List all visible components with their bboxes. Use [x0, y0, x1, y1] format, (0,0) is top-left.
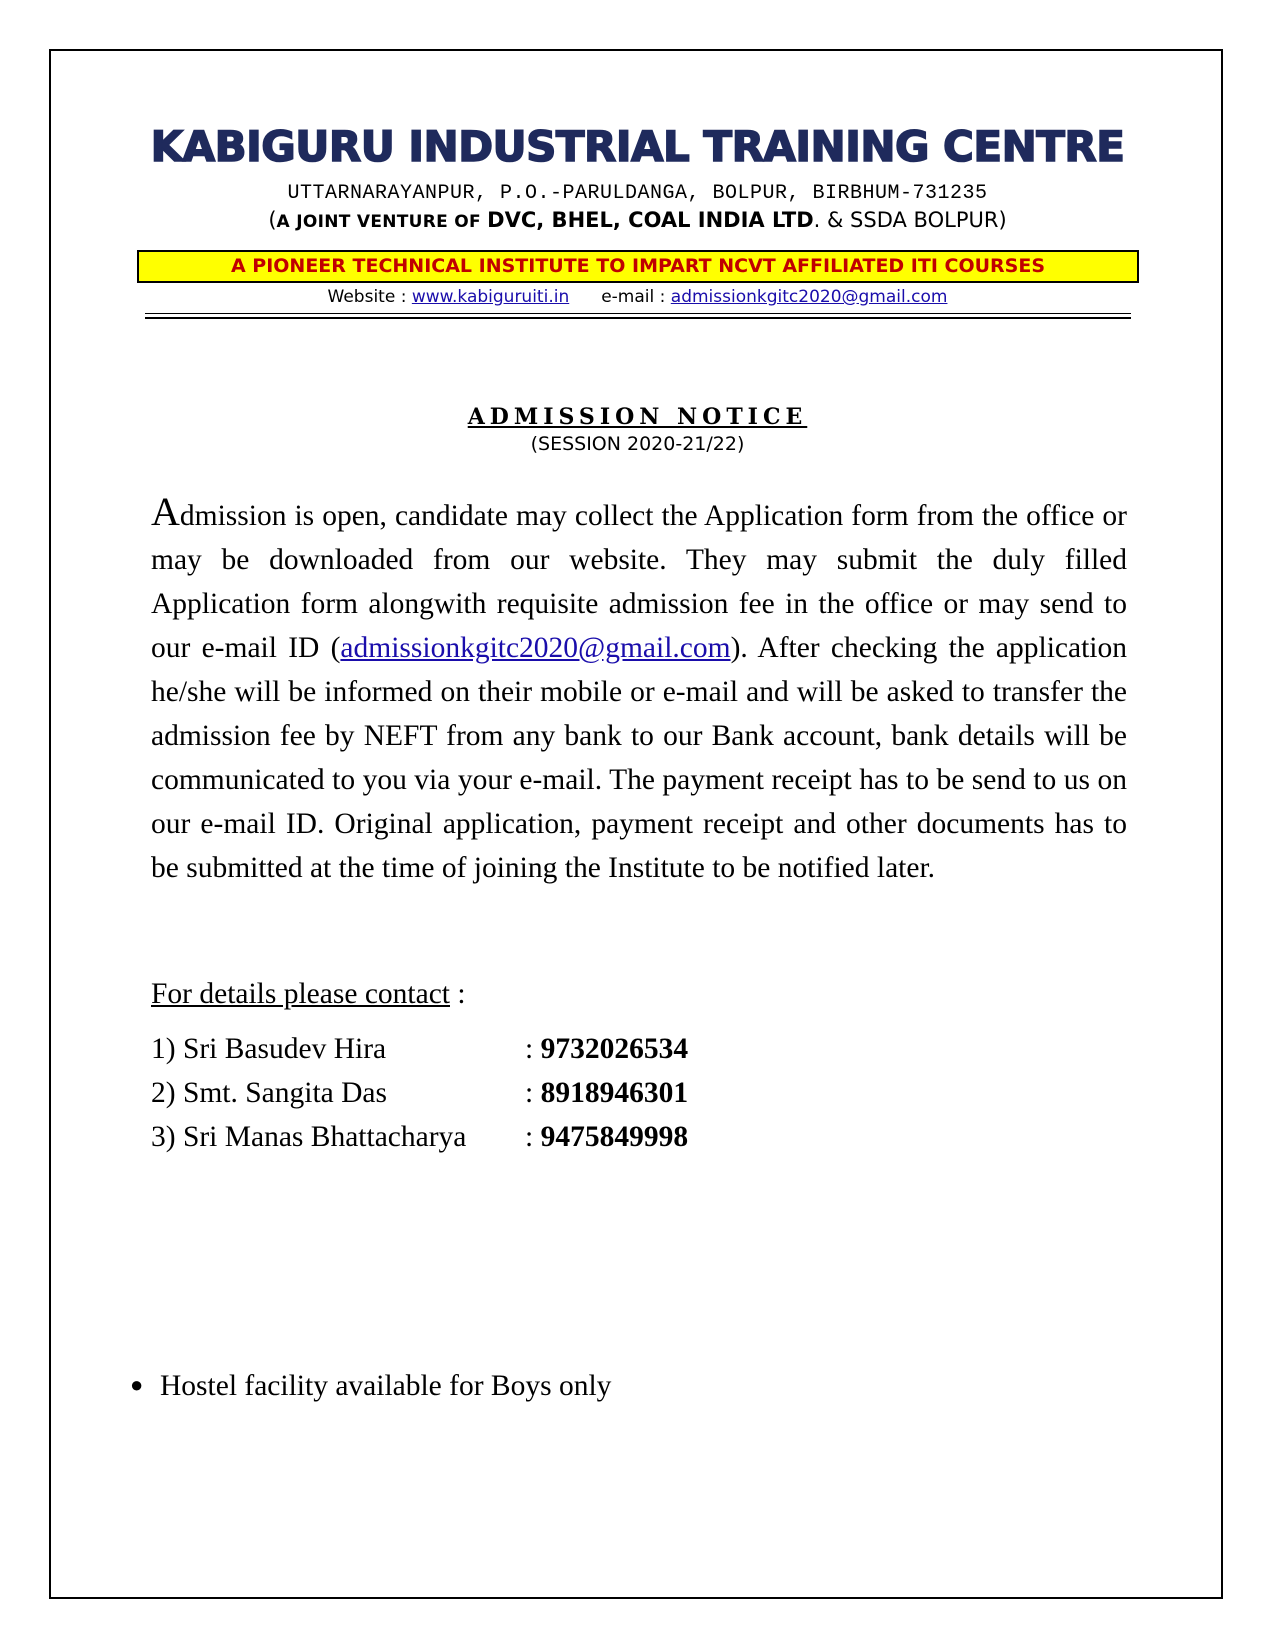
- dropcap: A: [151, 489, 180, 534]
- website-link[interactable]: www.kabiguruiti.in: [411, 287, 570, 307]
- body-email-link[interactable]: admissionkgitc2020@gmail.com: [340, 632, 731, 664]
- hostel-note-text: Hostel facility available for Boys only: [160, 1370, 612, 1402]
- contact-num: 1): [151, 1033, 176, 1065]
- jv-open: (: [268, 208, 277, 232]
- notice-session: (SESSION 2020-21/22): [530, 433, 745, 455]
- jv-partners: DVC, BHEL, COAL INDIA LTD: [487, 208, 814, 232]
- body-part-1: dmission is open, candidate may collect the Application form from the office or may be downloaded from our website. They may submit the duly filled Application form alongwith requisite admission fee in the office or may send to our e-mail ID (: [151, 500, 1127, 664]
- jv-close: ): [998, 208, 1007, 232]
- contact-name: Sri Basudev Hira: [182, 1033, 387, 1065]
- contact-person-1: [151, 1032, 386, 1066]
- header-divider-thick: [145, 317, 1131, 319]
- jv-suffix: . & SSDA BOLPUR: [813, 208, 999, 232]
- contact-phone-row-2: [525, 1076, 688, 1110]
- contact-heading: [151, 978, 466, 1011]
- contact-heading-suffix: :: [450, 978, 466, 1010]
- joint-venture-line: [60, 208, 1215, 232]
- notice-title: ADMISSION NOTICE: [467, 404, 808, 430]
- email-label: e-mail :: [601, 287, 671, 307]
- contact-phone-row-1: [525, 1032, 688, 1066]
- contact-phone-row-3: [525, 1120, 688, 1154]
- header-divider-thin: [145, 313, 1131, 314]
- contact-separator: :: [525, 1077, 541, 1109]
- contact-separator: :: [525, 1121, 541, 1153]
- bullet-icon: ●: [130, 1372, 144, 1397]
- website-label: Website :: [327, 287, 412, 307]
- contact-separator: :: [525, 1033, 541, 1065]
- body-part-2: ). After checking the application he/she will be informed on their mobile or e-mail and will be asked to transfer the admission fee by NEFT from any bank to our Bank account, bank details will be communicated to you via your e-mail. The payment receipt has to be send to us on our e-mail ID. Original application, payment receipt and other documents has to be submitted at the time of joining the Institute to be notified later.: [151, 632, 1127, 884]
- contact-phone: 8918946301: [540, 1077, 689, 1109]
- hostel-note: [130, 1370, 611, 1403]
- contact-num: 3): [151, 1121, 176, 1153]
- contact-phone: 9732026534: [540, 1033, 689, 1065]
- notice-body: [151, 490, 1127, 890]
- contact-person-2: [151, 1076, 387, 1110]
- org-address: UTTARNARAYANPUR, P.O.-PARULDANGA, BOLPUR, BIRBHUM-731235: [287, 182, 988, 205]
- contact-person-3: [151, 1120, 466, 1154]
- contact-heading-text: For details please contact: [151, 978, 450, 1010]
- contact-num: 2): [151, 1077, 176, 1109]
- web-contact-line: [60, 287, 1215, 307]
- contact-name: Smt. Sangita Das: [182, 1077, 387, 1109]
- tagline-banner: A PIONEER TECHNICAL INSTITUTE TO IMPART NCVT AFFILIATED ITI COURSES: [137, 250, 1139, 283]
- contact-name: Sri Manas Bhattacharya: [182, 1121, 467, 1153]
- contact-phone: 9475849998: [540, 1121, 689, 1153]
- org-name: KABIGURU INDUSTRIAL TRAINING CENTRE: [150, 122, 1125, 171]
- email-link[interactable]: admissionkgitc2020@gmail.com: [670, 287, 948, 307]
- jv-prefix: A JOINT VENTURE OF: [276, 212, 488, 232]
